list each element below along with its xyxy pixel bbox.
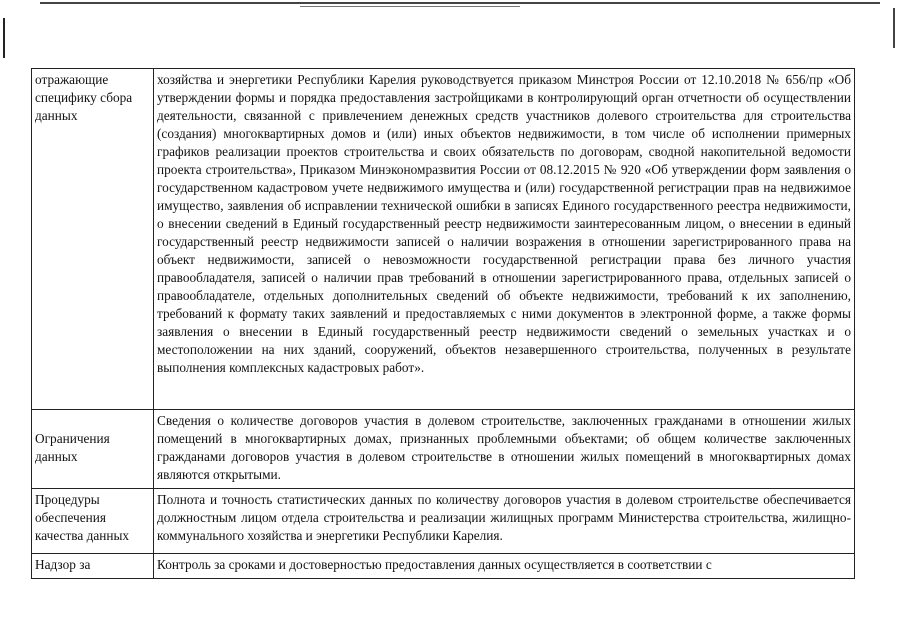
- table-row: [32, 69, 855, 410]
- table-row: [32, 554, 855, 579]
- row-content: Полнота и точность статистических данных по количеству договоров участия в долевом строительстве обеспечивается должностным лицом отдела строительства и реализации жилищных программ Министерства строительства, жилищно-коммунального хозяйства и энергетики Республики Карелия.: [154, 489, 855, 554]
- row-content: Контроль за сроками и достоверностью предоставления данных осуществляется в соответствии с: [154, 554, 855, 579]
- row-label: Процедуры обеспечения качества данных: [32, 489, 154, 554]
- row-content: хозяйства и энергетики Республики Карелия руководствуется приказом Минстроя России от 12.10.2018 № 656/пр «Об утверждении формы и порядка предоставления застройщиками в контролирующий орган отчетности об осуществлении деятельности, связанной с привлечением денежных средств участников долевого строительства для строительства (создания) многоквартирных домов и (или) иных объектов недвижимости, в том числе об исполнении примерных графиков реализации проектов строительства и своих обязательств по договорам, сводной накопительной ведомости проекта строительства», Приказом Минэкономразвития России от 08.12.2015 № 920 «Об утверждении форм заявления о государственном кадастровом учете недвижимого имущества и (или) государственной регистрации прав на недвижимое имущество, заявления об исправлении технической ошибки в записях Единого государственного реестра недвижимости, о внесении сведений в Единый государственный реестр недвижимости заинтересованным лицом, о внесении в единый государственный реестр недвижимости записей о наличии возражения в отношении зарегистрированного права на объект недвижимости, записей о невозможности государственной регистрации права без личного участия правообладателя, записей о наличии прав требований в отношении зарегистрированного права, отдельных записей о правообладателе, отдельных дополнительных сведений об объекте недвижимости, требований к их заполнению, требований к формату таких заявлений и предоставляемых с ними документов в электронной форме, а также формы заявления о внесении в Единый государственный реестр недвижимости сведений о земельных участках и о местоположении на них зданий, сооружений, объектов незавершенного строительства, полученных в результате выполнения комплексных кадастровых работ».: [154, 69, 855, 410]
- row-label: Ограничения данных: [32, 410, 154, 489]
- row-content: Сведения о количестве договоров участия в долевом строительстве, заключенных гражданами в отношении жилых помещений в многоквартирных домах, признанных проблемными объектами; об общем количестве заключенных гражданами договоров участия в долевом строительстве в отношении жилых помещений в многоквартирных домах являются открытыми.: [154, 410, 855, 489]
- row-label: Надзор за: [32, 554, 154, 579]
- table-row: [32, 410, 855, 489]
- metadata-table: [31, 68, 855, 579]
- scan-artifact-right-edge: [893, 8, 895, 48]
- table-row: [32, 489, 855, 554]
- scan-artifact-top-line: [40, 2, 880, 4]
- row-label: отражающие специфику сбора данных: [32, 69, 154, 410]
- scan-artifact-left-edge: [3, 18, 5, 58]
- scan-artifact-top-line-2: [300, 6, 520, 7]
